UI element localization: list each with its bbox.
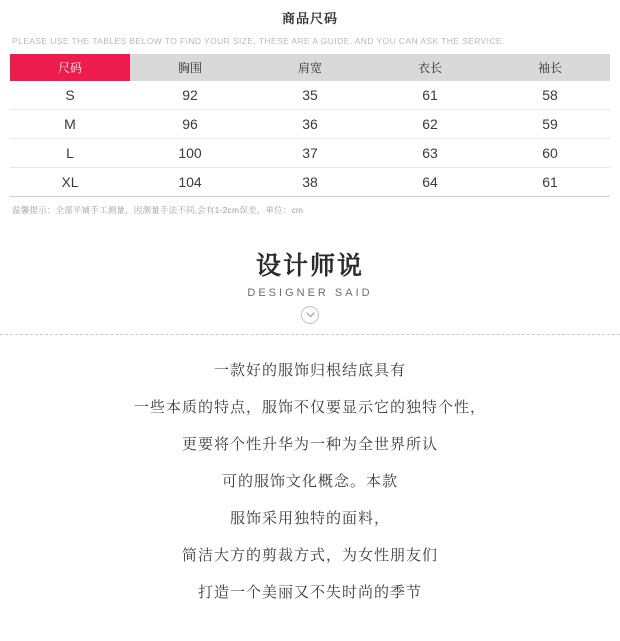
table-cell: L [10,139,130,168]
size-table-header-cell: 袖长 [490,54,610,81]
copy-line: 简洁大方的剪裁方式，为女性朋友们 [181,547,438,564]
table-row [10,110,610,139]
table-cell: XL [10,168,130,197]
table-row [10,139,610,168]
table-cell: 92 [130,81,250,110]
size-table [10,54,610,197]
size-chart-title: 商品尺码 [281,11,338,26]
table-cell: 61 [490,168,610,197]
table-cell: 59 [490,110,610,139]
size-table-wrapper [0,46,620,197]
table-cell: 100 [130,139,250,168]
table-cell: M [10,110,130,139]
size-table-body [10,81,610,197]
table-cell: 63 [370,139,490,168]
table-cell: 96 [130,110,250,139]
size-chart-subtitle: PLEASE USE THE TABLES BELOW TO FIND YOUR SIZE, THESE ARE A GUIDE, AND YOU CAN ASK THE SERVICE. [12,36,505,46]
size-table-header-cell: 尺码 [10,54,130,81]
table-cell: 61 [370,81,490,110]
size-table-header-cell: 肩宽 [250,54,370,81]
size-table-head [10,54,610,81]
table-cell: 104 [130,168,250,197]
copy-line: 打造一个美丽又不失时尚的季节 [197,584,422,601]
table-cell: 37 [250,139,370,168]
copy-line: 可的服饰文化概念。本款 [221,473,398,490]
table-row [10,168,610,197]
copy-line: 服饰采用独特的面料， [229,510,390,527]
table-cell: 60 [490,139,610,168]
size-table-header-cell: 胸围 [130,54,250,81]
table-cell: 36 [250,110,370,139]
designer-said-title-cn: 设计师说 [255,253,364,280]
size-measurement-note: 温馨提示：全部平铺手工测量，因测量手法不同,会有1-2cm误差。单位：cm [12,205,304,215]
table-cell: 35 [250,81,370,110]
copy-line: 更要将个性升华为一种为全世界所认 [181,436,438,453]
table-cell: S [10,81,130,110]
table-cell: 62 [370,110,490,139]
table-row [10,81,610,110]
designer-said-section [0,246,620,324]
designer-said-title-en: DESIGNER SAID [247,287,373,299]
size-table-header-cell: 衣长 [370,54,490,81]
size-chart-section [0,0,620,216]
copy-line: 一些本质的特点，服饰不仅要显示它的独特个性， [133,399,486,416]
copy-line: 一款好的服饰归根结底具有 [213,362,406,379]
table-cell: 64 [370,168,490,197]
designer-copy-block [0,335,620,600]
table-cell: 58 [490,81,610,110]
chevron-down-icon [301,306,319,324]
table-cell: 38 [250,168,370,197]
size-table-header-row [10,54,610,81]
